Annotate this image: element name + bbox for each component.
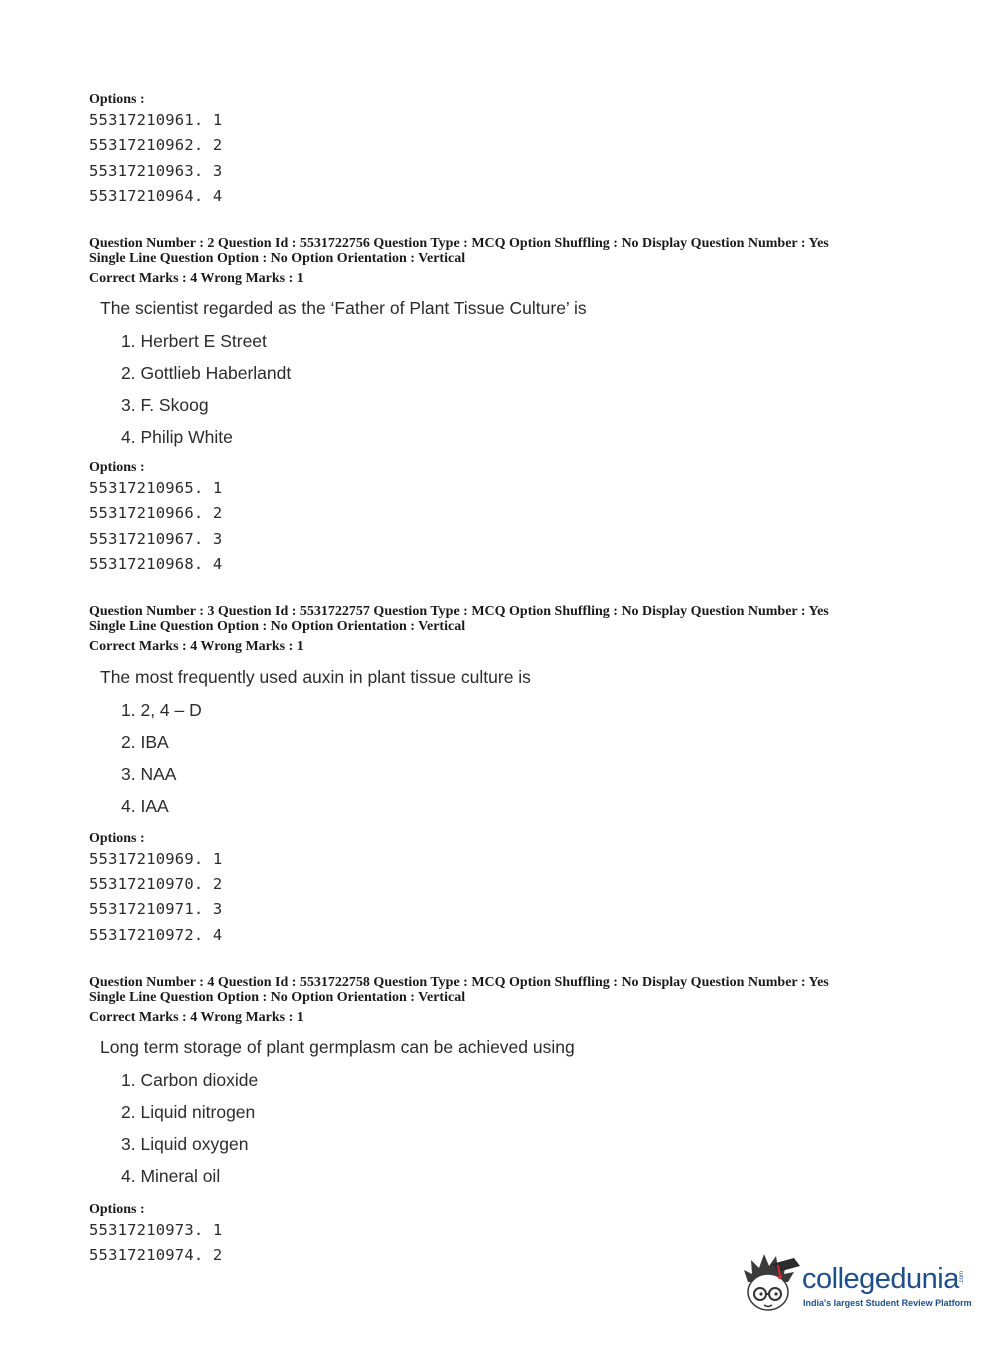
question-marks: Correct Marks : 4 Wrong Marks : 1 <box>89 639 304 654</box>
question-marks: Correct Marks : 4 Wrong Marks : 1 <box>89 271 304 286</box>
question-meta: Single Line Question Option : No Option Orientation : Vertical <box>89 619 466 634</box>
option-id: 55317210974. 2 <box>89 1246 223 1264</box>
question-text: The most frequently used auxin in plant tissue culture is <box>100 667 531 687</box>
option-id: 55317210964. 4 <box>89 187 223 205</box>
mascot-icon <box>742 1250 802 1316</box>
question-meta: Single Line Question Option : No Option Orientation : Vertical <box>89 990 466 1005</box>
question-choice: 3. NAA <box>121 764 177 784</box>
option-id: 55317210971. 3 <box>89 900 223 918</box>
options-label: Options : <box>89 1202 145 1217</box>
question-meta: Question Number : 2 Question Id : 5531722756 Question Type : MCQ Option Shuffling : No Display Question Number : Yes <box>89 236 829 251</box>
logo-suffix: .com <box>959 1271 965 1285</box>
options-label: Options : <box>89 831 145 846</box>
option-id: 55317210969. 1 <box>89 850 223 868</box>
question-choice: 2. IBA <box>121 732 169 752</box>
option-id: 55317210970. 2 <box>89 875 223 893</box>
option-id: 55317210965. 1 <box>89 479 223 497</box>
question-meta: Single Line Question Option : No Option Orientation : Vertical <box>89 251 466 266</box>
question-choice: 4. Mineral oil <box>121 1166 221 1186</box>
option-id: 55317210962. 2 <box>89 136 223 154</box>
options-label: Options : <box>89 92 145 107</box>
option-id: 55317210961. 1 <box>89 111 223 129</box>
question-choice: 3. F. Skoog <box>121 395 209 415</box>
question-choice: 2. Gottlieb Haberlandt <box>121 363 292 383</box>
question-meta: Question Number : 3 Question Id : 5531722757 Question Type : MCQ Option Shuffling : No Display Question Number : Yes <box>89 604 829 619</box>
collegedunia-logo <box>742 1250 972 1316</box>
question-choice: 4. Philip White <box>121 427 233 447</box>
options-label: Options : <box>89 460 145 475</box>
option-id: 55317210967. 3 <box>89 530 223 548</box>
question-text: The scientist regarded as the ‘Father of Plant Tissue Culture’ is <box>100 298 587 318</box>
logo-wordmark: collegedunia <box>802 1263 959 1295</box>
question-choice: 1. 2, 4 – D <box>121 700 202 720</box>
option-id: 55317210963. 3 <box>89 162 223 180</box>
question-choice: 1. Herbert E Street <box>121 331 267 351</box>
option-id: 55317210966. 2 <box>89 504 223 522</box>
question-choice: 1. Carbon dioxide <box>121 1070 259 1090</box>
logo-tagline: India's largest Student Review Platform <box>803 1298 972 1308</box>
question-meta: Question Number : 4 Question Id : 5531722758 Question Type : MCQ Option Shuffling : No Display Question Number : Yes <box>89 975 829 990</box>
option-id: 55317210972. 4 <box>89 926 223 944</box>
question-choice: 3. Liquid oxygen <box>121 1134 249 1154</box>
question-marks: Correct Marks : 4 Wrong Marks : 1 <box>89 1010 304 1025</box>
question-text: Long term storage of plant germplasm can be achieved using <box>100 1037 575 1057</box>
option-id: 55317210968. 4 <box>89 555 223 573</box>
question-choice: 4. IAA <box>121 796 169 816</box>
question-choice: 2. Liquid nitrogen <box>121 1102 256 1122</box>
option-id: 55317210973. 1 <box>89 1221 223 1239</box>
